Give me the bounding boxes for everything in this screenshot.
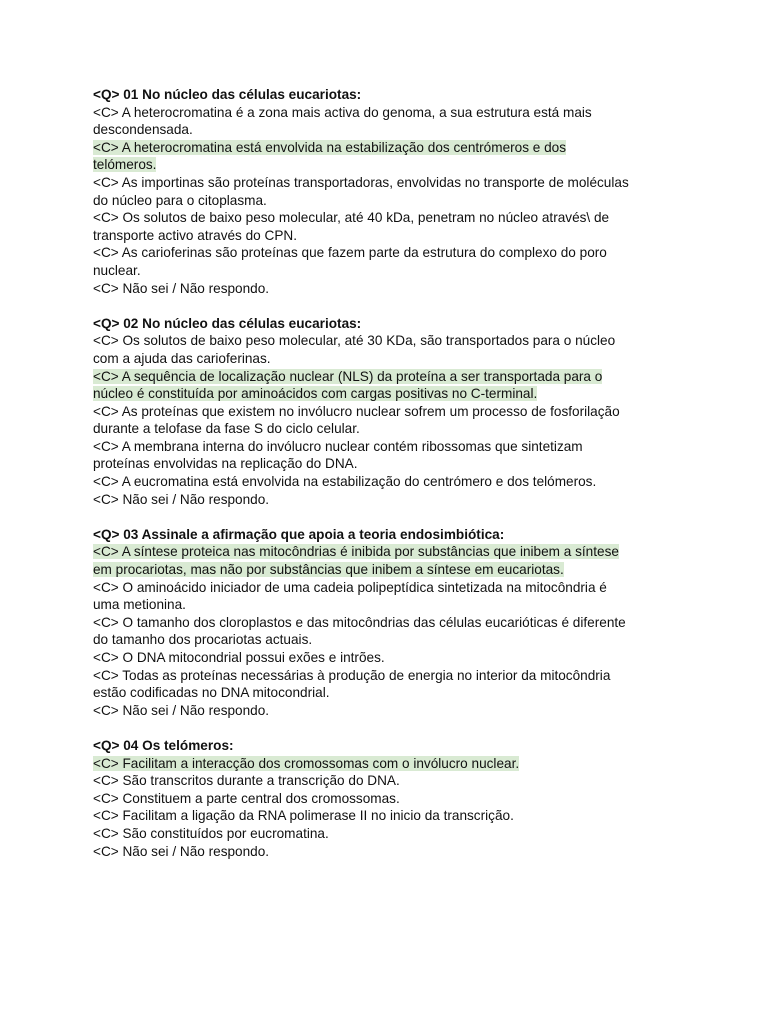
question-2 (93, 315, 633, 509)
choice-3-3: <C> O tamanho dos cloroplastos e das mitocôndrias das células eucarióticas é diferente do tamanho dos procariotas actuais. (93, 614, 626, 648)
choice-4-6: <C> Não sei / Não respondo. (93, 843, 270, 859)
choice-1-5: <C> As carioferinas são proteínas que fazem parte da estrutura do complexo do poro nuclear. (93, 245, 607, 278)
choice-3-4: <C> O DNA mitocondrial possui exões e intrões. (93, 650, 385, 665)
question-3 (93, 526, 633, 720)
choice-3-2: <C> O aminoácido iniciador de uma cadeia polipeptídica sintetizada na mitocôndria é uma metionina. (93, 579, 607, 613)
question-title: <Q> 01 No núcleo das células eucariotas: (93, 87, 362, 102)
choice-4-1-correct: <C> Facilitam a interacção dos cromossomas com o invólucro nuclear. (93, 755, 520, 771)
choice-4-3: <C> Constituem a parte central dos cromossomas. (93, 790, 400, 806)
choice-4-5: <C> São constituídos por eucromatina. (93, 825, 329, 841)
choice-1-3: <C> As importinas são proteínas transportadoras, envolvidas no transporte de moléculas do núcleo para o citoplasma. (93, 174, 629, 208)
choice-4-4: <C> Facilitam a ligação da RNA polimerase II no inicio da transcrição. (93, 808, 514, 824)
choice-1-2-correct: <C> A heterocromatina está envolvida na estabilização dos centrómeros e dos telómeros. (93, 139, 567, 173)
choice-2-3: <C> As proteínas que existem no invólucro nuclear sofrem um processo de fosforilação durante a telofase da fase S do ciclo celular. (93, 403, 620, 437)
choice-3-1-correct: <C> A síntese proteica nas mitocôndrias é inibida por substâncias que inibem a síntese em procariotas, mas não por substâncias que inibem a síntese em eucariotas. (93, 544, 619, 578)
document-page (93, 86, 633, 878)
question-4 (93, 737, 633, 860)
choice-2-4: <C> A membrana interna do invólucro nuclear contém ribossomas que sintetizam proteínas envolvidas na replicação do DNA. (93, 438, 583, 472)
question-1 (93, 86, 633, 297)
choice-2-2-correct: <C> A sequência de localização nuclear (NLS) da proteína a ser transportada para o núcleo é constituída por aminoácidos com cargas positivas no C-terminal. (93, 368, 603, 402)
choice-1-4: <C> Os solutos de baixo peso molecular, até 40 kDa, penetram no núcleo através\ de transporte activo através do CPN. (93, 210, 610, 243)
choice-1-1: <C> A heterocromatina é a zona mais activa do genoma, a sua estrutura está mais descondensada. (93, 104, 592, 138)
choice-3-6: <C> Não sei / Não respondo. (93, 702, 270, 718)
choice-2-5: <C> A eucromatina está envolvida na estabilização do centrómero e dos telómeros. (93, 474, 597, 490)
question-title: <Q> 02 No núcleo das células eucariotas: (93, 315, 362, 331)
choice-3-5: <C> Todas as proteínas necessárias à produção de energia no interior da mitocôndria estão codificadas no DNA mitocondrial. (93, 667, 611, 701)
question-title: <Q> 03 Assinale a afirmação que apoia a teoria endosimbiótica: (93, 526, 505, 542)
choice-4-2: <C> São transcritos durante a transcrição do DNA. (93, 773, 400, 789)
question-title: <Q> 04 Os telómeros: (93, 737, 234, 753)
choice-1-6: <C> Não sei / Não respondo. (93, 280, 270, 296)
choice-2-6: <C> Não sei / Não respondo. (93, 491, 270, 507)
choice-2-1: <C> Os solutos de baixo peso molecular, até 30 KDa, são transportados para o núcleo com a ajuda das carioferinas. (93, 333, 616, 366)
